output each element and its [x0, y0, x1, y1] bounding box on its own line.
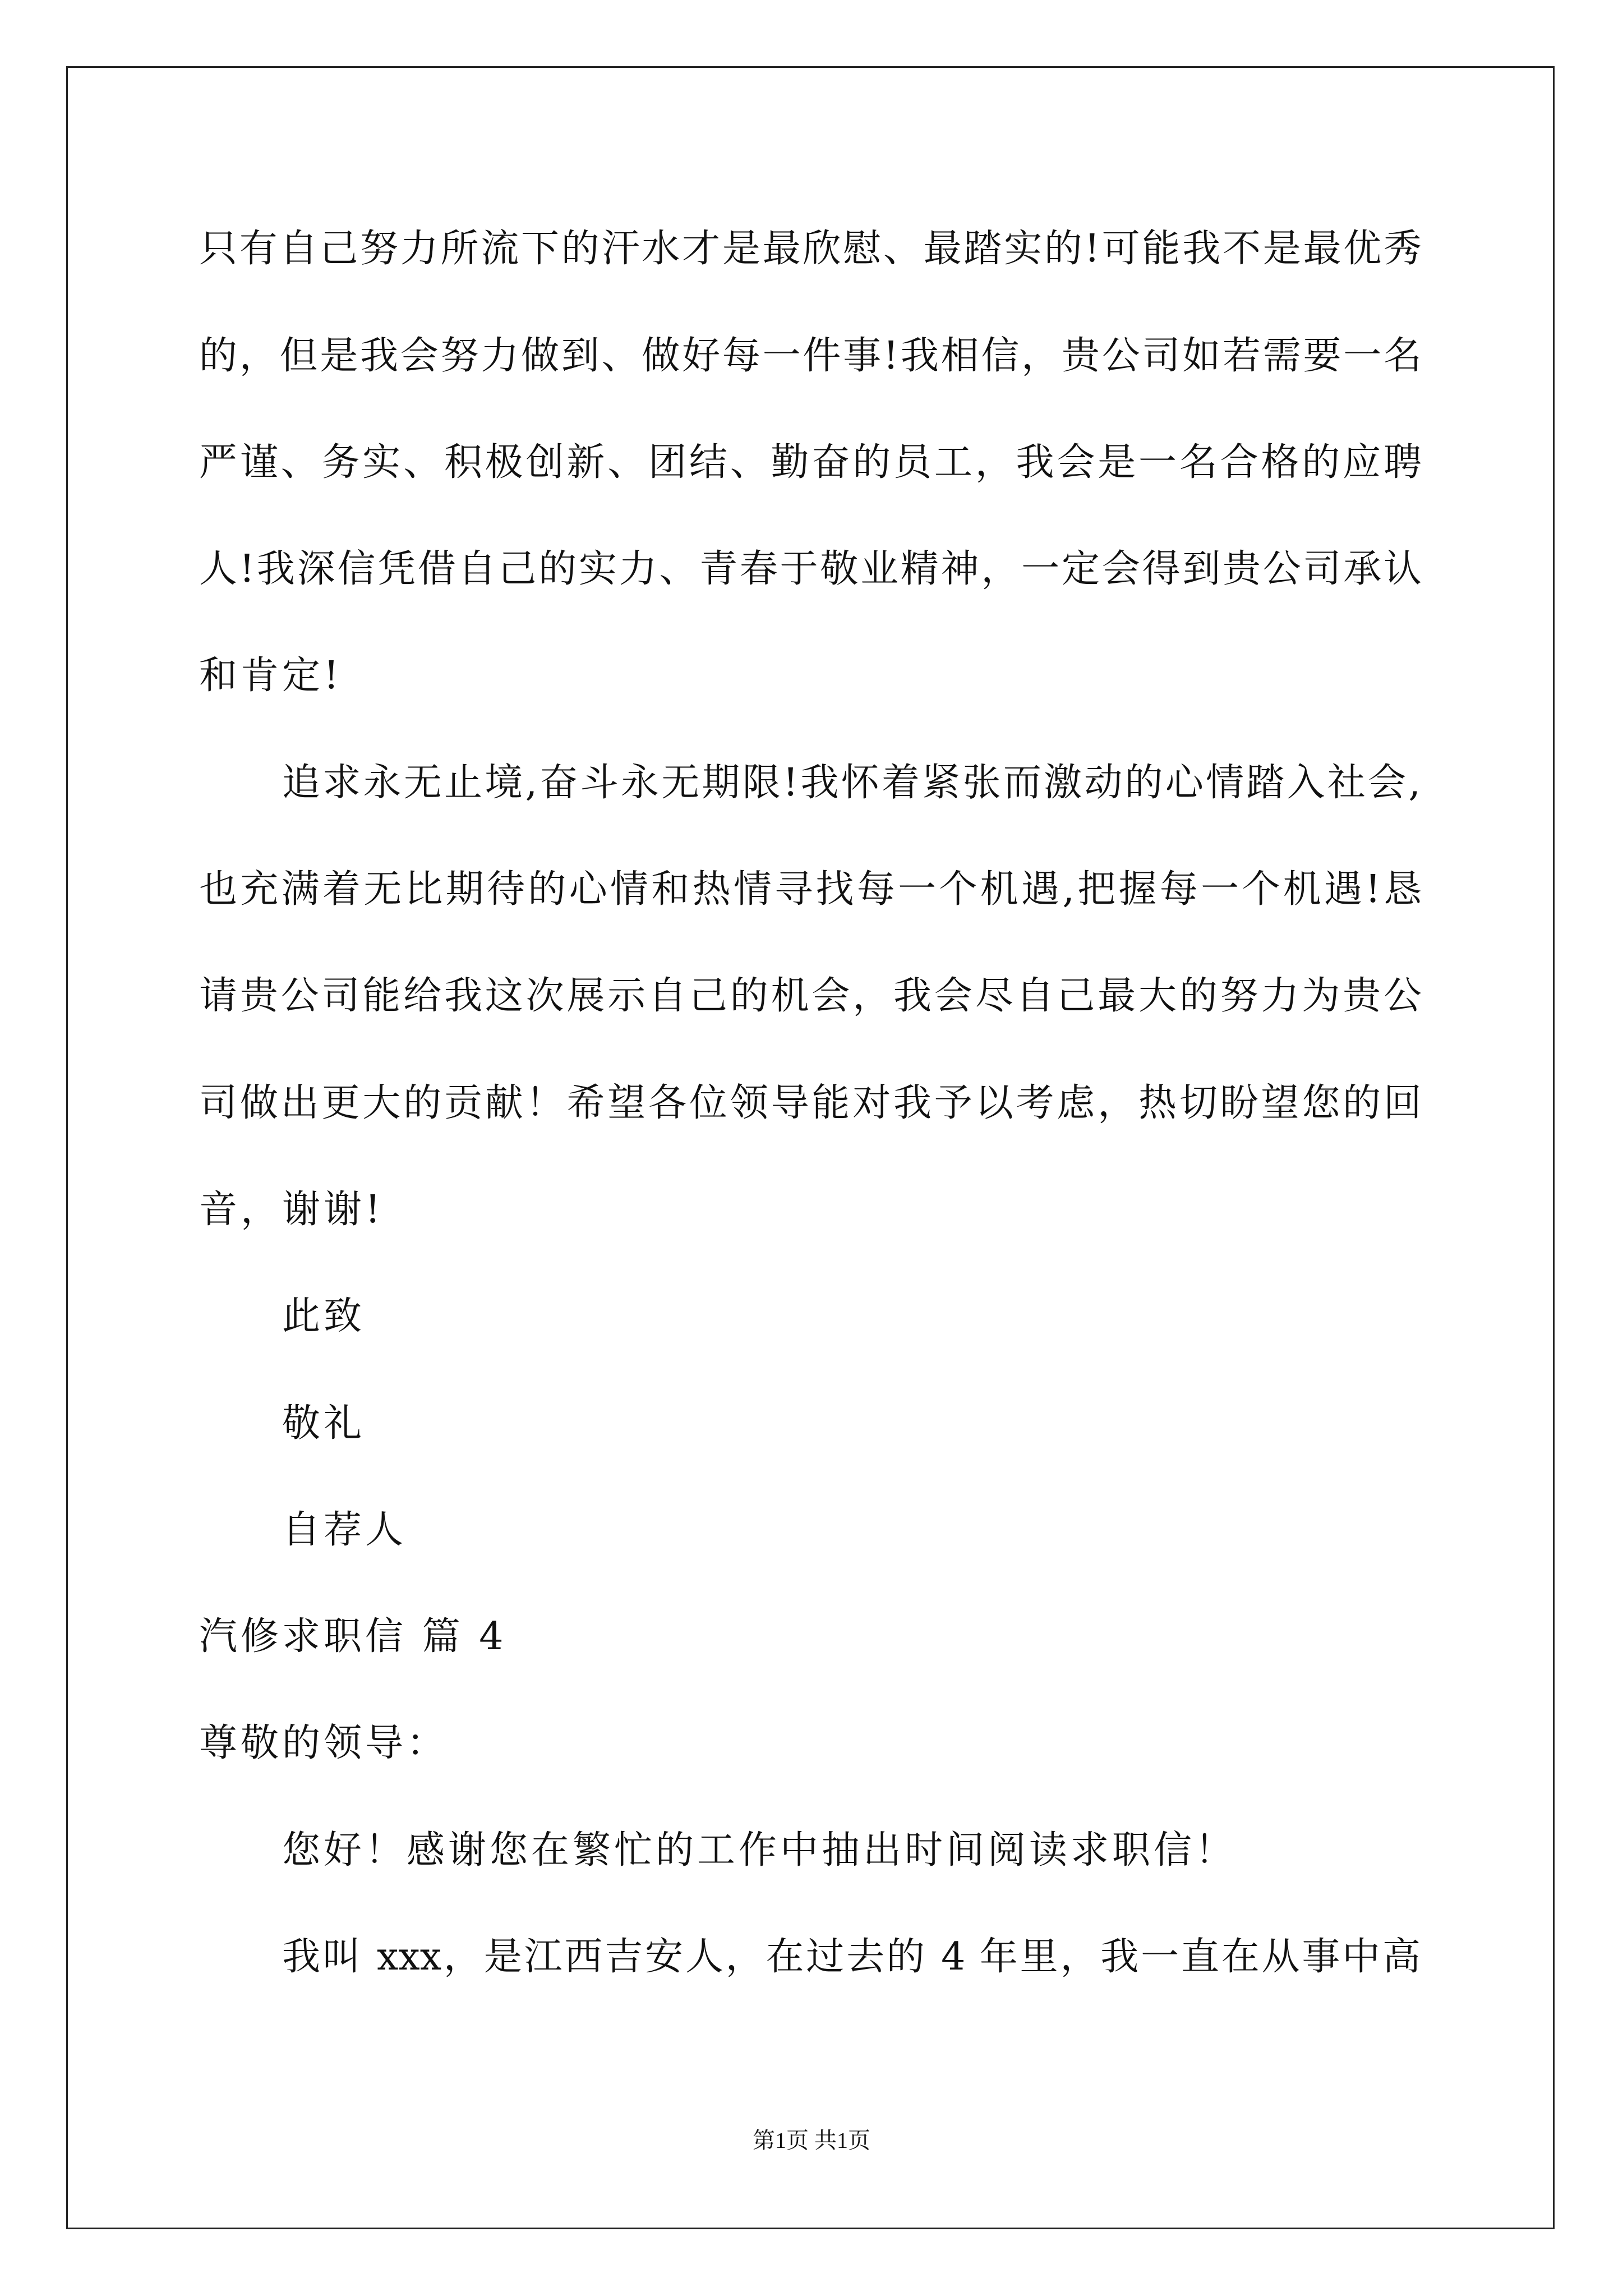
closing-regards: 敬礼 [282, 1401, 366, 1446]
section-heading: 汽修求职信 篇 4 [199, 1614, 507, 1659]
paragraph-first-line: 追求永无止境,奋斗永无期限!我怀着紧张而激动的心情踏入社会, [282, 761, 1421, 805]
paragraph-first-line: 您好！感谢您在繁忙的工作中抽出时间阅读求职信！ [282, 1828, 1237, 1872]
body-line: 严谨、务实、积极创新、团结、勤奋的员工，我会是一名合格的应聘 [199, 440, 1422, 485]
greeting: 尊敬的领导： [199, 1721, 449, 1765]
page-border [66, 66, 1555, 2229]
body-line: 也充满着无比期待的心情和热情寻找每一个机遇,把握每一个机遇!恳 [199, 867, 1422, 912]
body-line: 只有自己努力所流下的汗水才是最欣慰、最踏实的!可能我不是最优秀 [199, 227, 1422, 271]
closing-salutation: 此致 [282, 1294, 366, 1338]
page-footer: 第1页 共1页 [753, 2128, 870, 2153]
body-line: 的，但是我会努力做到、做好每一件事!我相信，贵公司如若需要一名 [199, 334, 1422, 378]
body-line: 司做出更大的贡献！希望各位领导能对我予以考虑，热切盼望您的回 [199, 1081, 1422, 1125]
body-line: 人!我深信凭借自己的实力、青春于敬业精神，一定会得到贵公司承认 [199, 547, 1422, 591]
body-line: 请贵公司能给我这次展示自己的机会，我会尽自己最大的努力为贵公 [199, 974, 1422, 1018]
body-line: 音，谢谢! [199, 1188, 384, 1232]
paragraph-first-line: 我叫 xxx，是江西吉安人，在过去的 4 年里，我一直在从事中高 [282, 1935, 1421, 1979]
signature-label: 自荐人 [282, 1508, 407, 1552]
body-line: 和肯定! [199, 654, 343, 698]
